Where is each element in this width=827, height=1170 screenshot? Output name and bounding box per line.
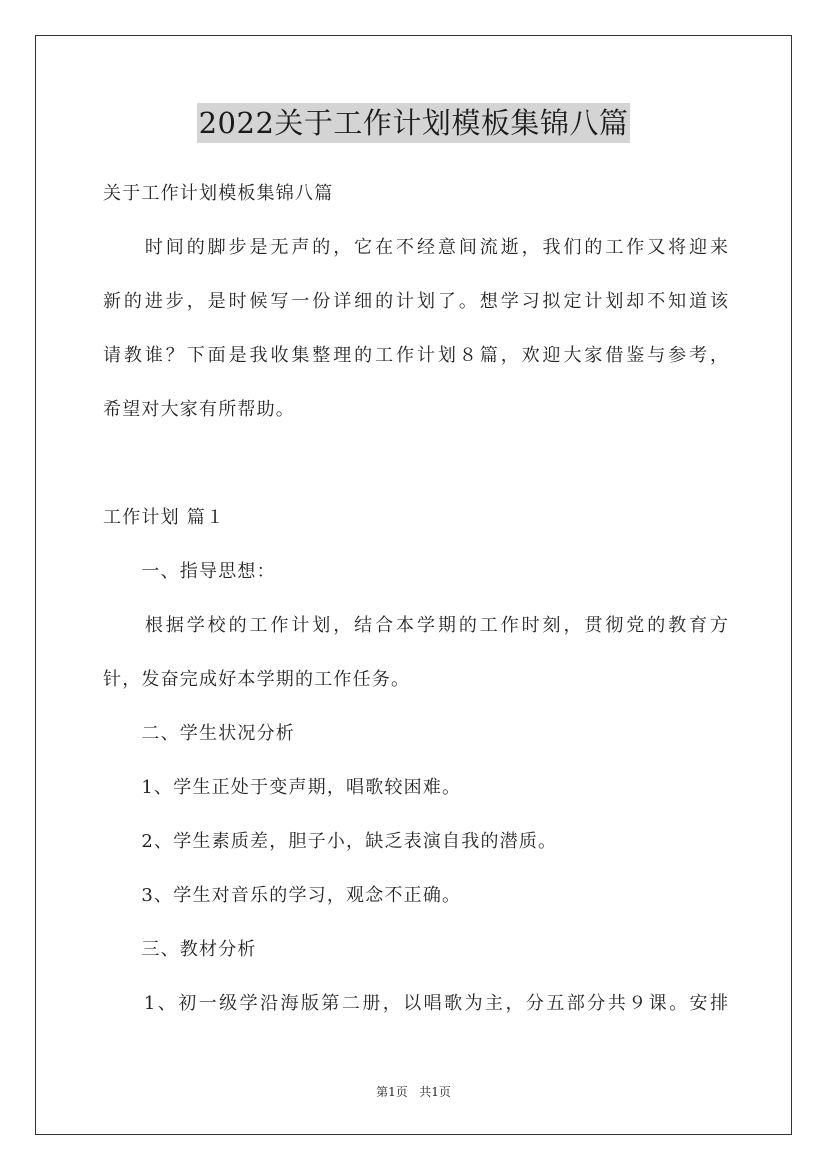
paragraph-line: 时间的脚步是无声的，它在不经意间流逝，我们的工作又将迎来 bbox=[103, 237, 728, 258]
paragraph-line: 1、初一级学沿海版第二册，以唱歌为主，分五部分共９课。安排 bbox=[103, 993, 728, 1014]
paragraph-line: 针，发奋完成好本学期的工作任务。 bbox=[103, 669, 411, 690]
section-heading: 工作计划 篇１ bbox=[103, 507, 226, 528]
paragraph-line: 1、学生正处于变声期，唱歌较困难。 bbox=[103, 777, 462, 798]
paragraph-line: 希望对大家有所帮助。 bbox=[103, 399, 295, 420]
title-container bbox=[0, 103, 827, 143]
subtitle-line: 关于工作计划模板集锦八篇 bbox=[103, 183, 334, 204]
paragraph-line: 二、学生状况分析 bbox=[103, 723, 295, 744]
paragraph-line: 三、教材分析 bbox=[103, 939, 257, 960]
page-total: 共1页 bbox=[419, 1085, 451, 1099]
document-title: 2022关于工作计划模板集锦八篇 bbox=[197, 103, 631, 143]
page-footer bbox=[0, 1083, 827, 1100]
page-number: 第1页 bbox=[376, 1085, 408, 1099]
paragraph-line: 根据学校的工作计划，结合本学期的工作时刻，贯彻党的教育方 bbox=[103, 615, 728, 636]
paragraph-line: 一、指导思想： bbox=[103, 561, 276, 582]
paragraph-line: 2、学生素质差，胆子小，缺乏表演自我的潜质。 bbox=[103, 831, 558, 852]
paragraph-line: 请教谁？下面是我收集整理的工作计划８篇，欢迎大家借鉴与参考， bbox=[103, 345, 728, 366]
paragraph-line: 新的进步，是时候写一份详细的计划了。想学习拟定计划却不知道该 bbox=[103, 291, 728, 312]
paragraph-line: 3、学生对音乐的学习，观念不正确。 bbox=[103, 885, 462, 906]
